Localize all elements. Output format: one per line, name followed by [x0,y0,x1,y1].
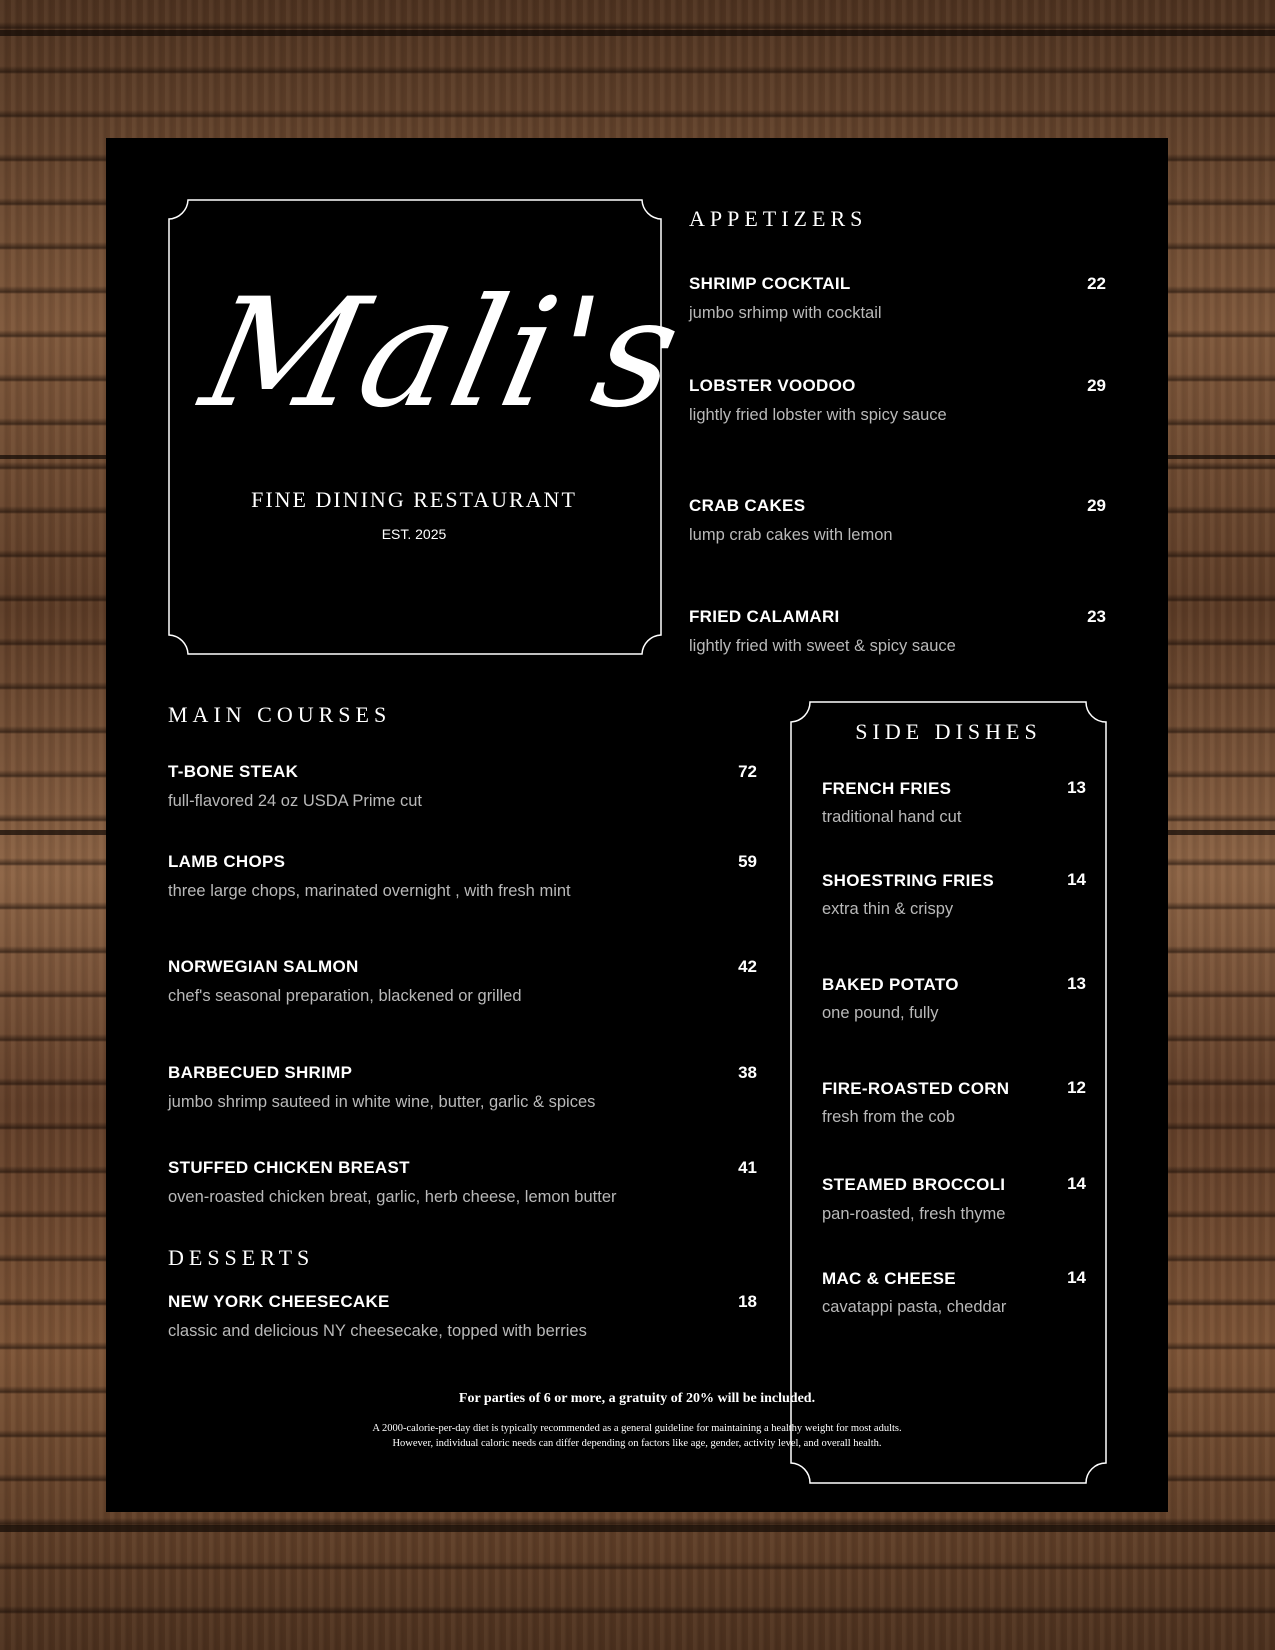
menu-item-name: STEAMED BROCCOLI [822,1175,1006,1194]
menu-item-desc: lightly fried lobster with spicy sauce [689,406,947,424]
menu-item-name: BARBECUED SHRIMP [168,1063,353,1082]
menu-item-desc: three large chops, marinated overnight , with fresh mint [168,882,571,900]
menu-item-desc: one pound, fully [822,1004,939,1022]
menu-item-price: 29 [1087,376,1106,395]
menu-item-desc: chef's seasonal preparation, blackened or grilled [168,987,522,1005]
menu-item-price: 22 [1087,274,1106,293]
menu-item-price: 18 [738,1292,757,1311]
menu-item-desc: pan-roasted, fresh thyme [822,1205,1006,1223]
menu-item-name: BAKED POTATO [822,975,959,994]
menu-item-name: SHRIMP COCKTAIL [689,274,851,293]
menu-item-desc: traditional hand cut [822,808,962,826]
menu-item-price: 41 [738,1158,757,1177]
menu-item-desc: jumbo srhimp with cocktail [689,304,882,322]
wood-grain-line [0,30,1275,36]
menu-item-desc: lump crab cakes with lemon [689,526,893,544]
menu-item-price: 42 [738,957,757,976]
menu-item-desc: oven-roasted chicken breat, garlic, herb cheese, lemon butter [168,1188,617,1206]
menu-item-price: 72 [738,762,757,781]
menu-item-desc: lightly fried with sweet & spicy sauce [689,637,956,655]
side-dishes-title: SIDE DISHES [855,719,1042,744]
menu-item-price: 14 [1067,870,1086,889]
menu-item-price: 13 [1067,778,1086,797]
calorie-note-line1: A 2000-calorie-per-day diet is typically recommended as a general guideline for maintaining a healthy weight for most adults. [372,1423,902,1434]
menu-item-price: 23 [1087,607,1106,626]
menu-item-desc: full-flavored 24 oz USDA Prime cut [168,792,423,810]
menu-item-name: NEW YORK CHEESECAKE [168,1292,390,1311]
menu-item-price: 14 [1067,1268,1086,1287]
menu-item-name: T-BONE STEAK [168,762,299,781]
main-courses-title: MAIN COURSES [168,702,392,727]
menu-item-name: FRENCH FRIES [822,779,952,798]
menu-item-name: MAC & CHEESE [822,1269,956,1288]
menu-item-desc: extra thin & crispy [822,900,954,918]
logo-block [168,199,696,655]
menu-item-name: CRAB CAKES [689,496,806,515]
menu-item-price: 14 [1067,1174,1086,1193]
logo-tagline: FINE DINING RESTAURANT [251,487,577,512]
menu-item-price: 12 [1067,1078,1086,1097]
menu-item-price: 13 [1067,974,1086,993]
menu-item-desc: cavatappi pasta, cheddar [822,1298,1007,1316]
menu-item-desc: jumbo shrimp sauteed in white wine, butter, garlic & spices [168,1093,596,1111]
menu-card [106,138,1168,1512]
menu-item-name: STUFFED CHICKEN BREAST [168,1158,410,1177]
logo-script-name: Mali's [189,267,696,441]
logo-established: EST. 2025 [381,526,447,542]
menu-item-price: 38 [738,1063,757,1082]
desserts-title: DESSERTS [168,1245,315,1270]
appetizers-title: APPETIZERS [689,206,868,231]
menu-item-desc: classic and delicious NY cheesecake, topped with berries [168,1322,587,1340]
menu-item-desc: fresh from the cob [822,1108,955,1126]
menu-item-price: 59 [738,852,757,871]
menu-item-name: FRIED CALAMARI [689,607,840,626]
menu-item-name: NORWEGIAN SALMON [168,957,359,976]
menu-item-name: SHOESTRING FRIES [822,871,994,890]
menu-item-name: LAMB CHOPS [168,852,286,871]
gratuity-note: For parties of 6 or more, a gratuity of 20% will be included. [458,1391,816,1406]
menu-item-name: LOBSTER VOODOO [689,376,856,395]
menu-item-price: 29 [1087,496,1106,515]
wood-grain-line [0,1525,1275,1532]
calorie-note-line2: However, individual caloric needs can differ depending on factors like age, gender, activity level, and overall health. [392,1438,882,1449]
menu-item-name: FIRE-ROASTED CORN [822,1079,1010,1098]
